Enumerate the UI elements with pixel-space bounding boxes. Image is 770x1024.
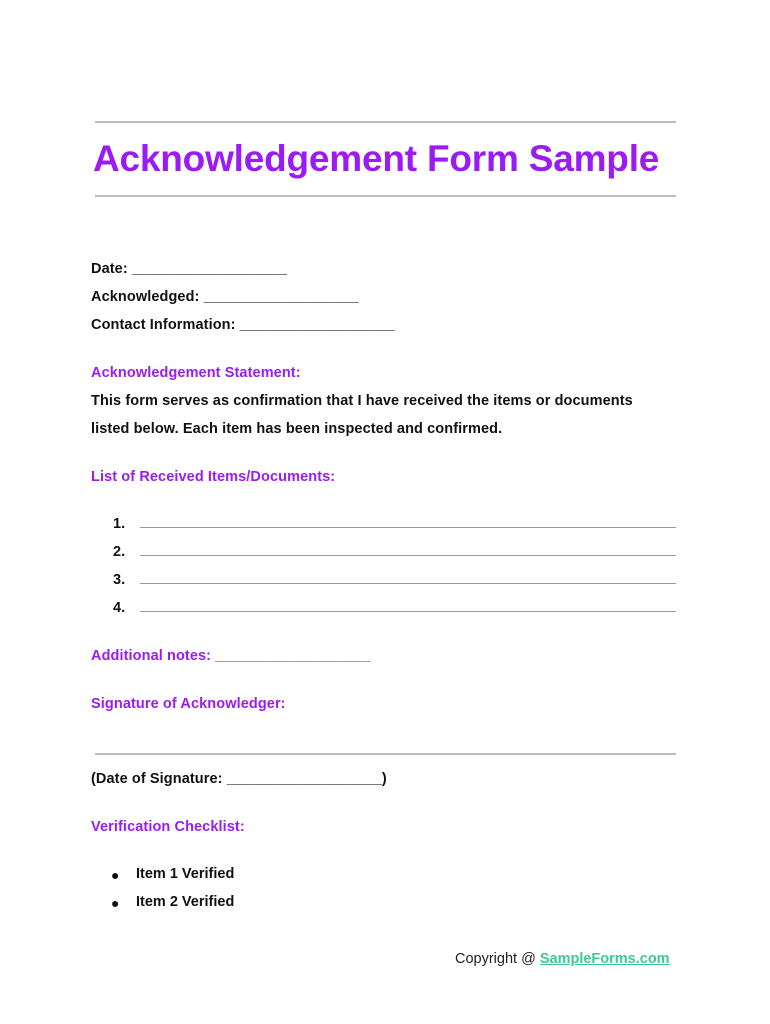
item-line-3 bbox=[140, 583, 676, 584]
item-number-3: 3. bbox=[113, 572, 126, 588]
date-field: Date: ___________________ bbox=[91, 261, 288, 277]
signature-line bbox=[95, 753, 676, 755]
contact-field: Contact Information: ___________________ bbox=[91, 317, 395, 333]
page-title: Acknowledgement Form Sample bbox=[93, 138, 660, 179]
bullet-icon: ● bbox=[111, 867, 120, 883]
statement-heading: Acknowledgement Statement: bbox=[91, 365, 301, 381]
item-number-4: 4. bbox=[113, 600, 126, 616]
item-line-1 bbox=[140, 527, 676, 528]
brand-link[interactable]: SampleForms.com bbox=[539, 951, 670, 967]
signature-heading: Signature of Acknowledger: bbox=[91, 696, 286, 712]
items-heading: List of Received Items/Documents: bbox=[91, 469, 336, 485]
statement-line-2: listed below. Each item has been inspected and confirmed. bbox=[91, 421, 503, 437]
copyright-prefix: Copyright @ bbox=[455, 951, 540, 967]
additional-notes: Additional notes: ___________________ bbox=[91, 648, 371, 664]
checklist-item-2: Item 2 Verified bbox=[136, 894, 235, 910]
acknowledged-field: Acknowledged: ___________________ bbox=[91, 289, 359, 305]
checklist-heading: Verification Checklist: bbox=[91, 819, 245, 835]
copyright-footer bbox=[455, 951, 670, 967]
signature-date: (Date of Signature: ___________________) bbox=[91, 771, 387, 787]
item-line-4 bbox=[140, 611, 676, 612]
item-number-1: 1. bbox=[113, 516, 126, 532]
checklist-item-1: Item 1 Verified bbox=[136, 866, 235, 882]
title-bottom-rule bbox=[95, 195, 676, 197]
bullet-icon: ● bbox=[111, 895, 120, 911]
statement-line-1: This form serves as confirmation that I have received the items or documents bbox=[91, 393, 633, 409]
title-top-rule bbox=[95, 121, 676, 123]
item-line-2 bbox=[140, 555, 676, 556]
item-number-2: 2. bbox=[113, 544, 126, 560]
